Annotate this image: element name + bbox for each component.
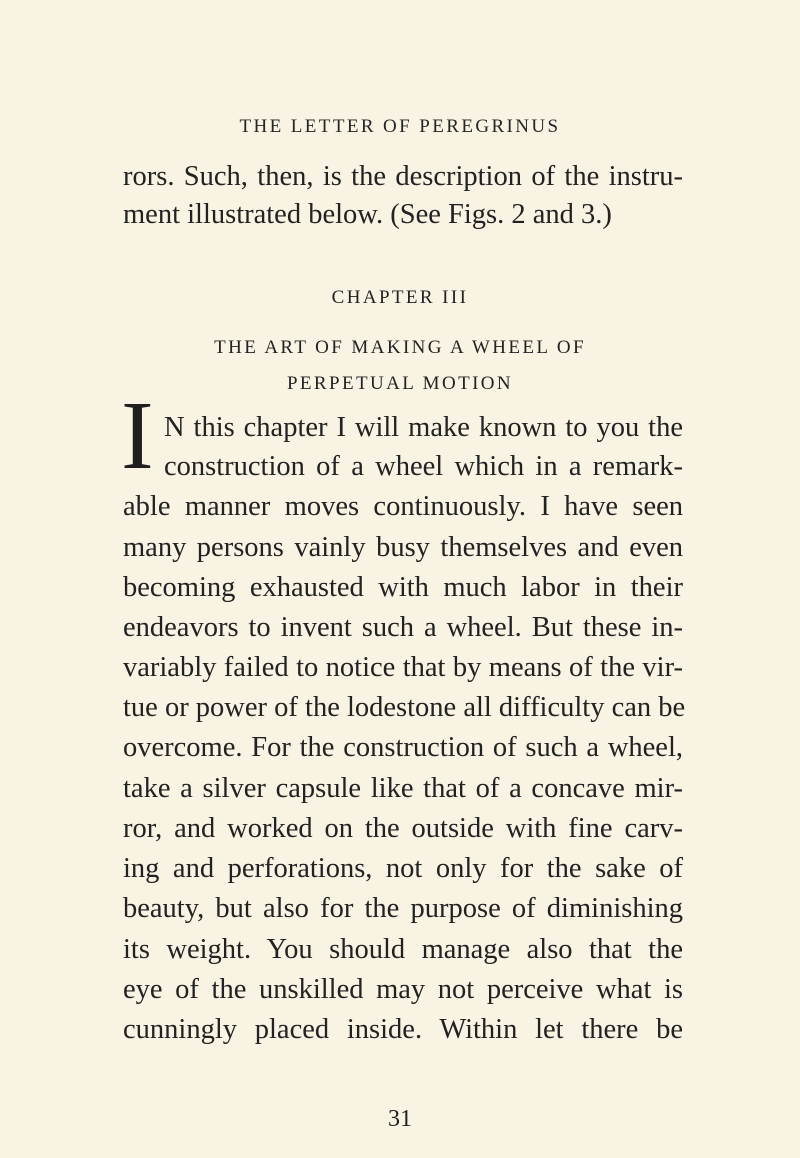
- chapter-title-line: PERPETUAL MOTION: [286, 373, 514, 394]
- paragraph-line: take a silver capsule like that of a concave mir-: [123, 773, 683, 804]
- paragraph-line: construction of a wheel which in a remark-: [164, 451, 683, 482]
- paragraph-line: eye of the unskilled may not perceive what is: [123, 974, 683, 1005]
- paragraph-line: endeavors to invent such a wheel. But these in-: [123, 612, 683, 643]
- paragraph-line: overcome. For the construction of such a wheel,: [123, 732, 683, 763]
- paragraph-line: beauty, but also for the purpose of diminishing: [123, 893, 683, 924]
- paragraph-line: many persons vainly busy themselves and even: [123, 532, 683, 563]
- page-number: 31: [388, 1106, 412, 1132]
- continuation-line: ment illustrated below. (See Figs. 2 and 3.): [123, 199, 612, 230]
- paragraph-line: becoming exhausted with much labor in their: [123, 572, 683, 603]
- chapter-title-line: THE ART OF MAKING A WHEEL OF: [214, 337, 586, 358]
- paragraph-line: cunningly placed inside. Within let there be: [123, 1014, 683, 1045]
- paragraph-line: able manner moves continuously. I have seen: [123, 491, 683, 522]
- paragraph-line: ing and perforations, not only for the sake of: [123, 853, 683, 884]
- paragraph-line: ror, and worked on the outside with fine carv-: [123, 813, 683, 844]
- paragraph-line: N this chapter I will make known to you the: [164, 412, 683, 443]
- paragraph-line: variably failed to notice that by means of the vir-: [123, 652, 683, 683]
- paragraph-line: its weight. You should manage also that the: [123, 934, 683, 965]
- chapter-heading: CHAPTER III: [331, 287, 469, 308]
- paragraph-line: tue or power of the lodestone all difficulty can be: [123, 692, 686, 723]
- drop-cap: [121, 382, 161, 490]
- drop-cap-letter: I: [121, 382, 154, 490]
- running-head: THE LETTER OF PEREGRINUS: [239, 116, 561, 137]
- continuation-line: rors. Such, then, is the description of the instru-: [123, 161, 683, 192]
